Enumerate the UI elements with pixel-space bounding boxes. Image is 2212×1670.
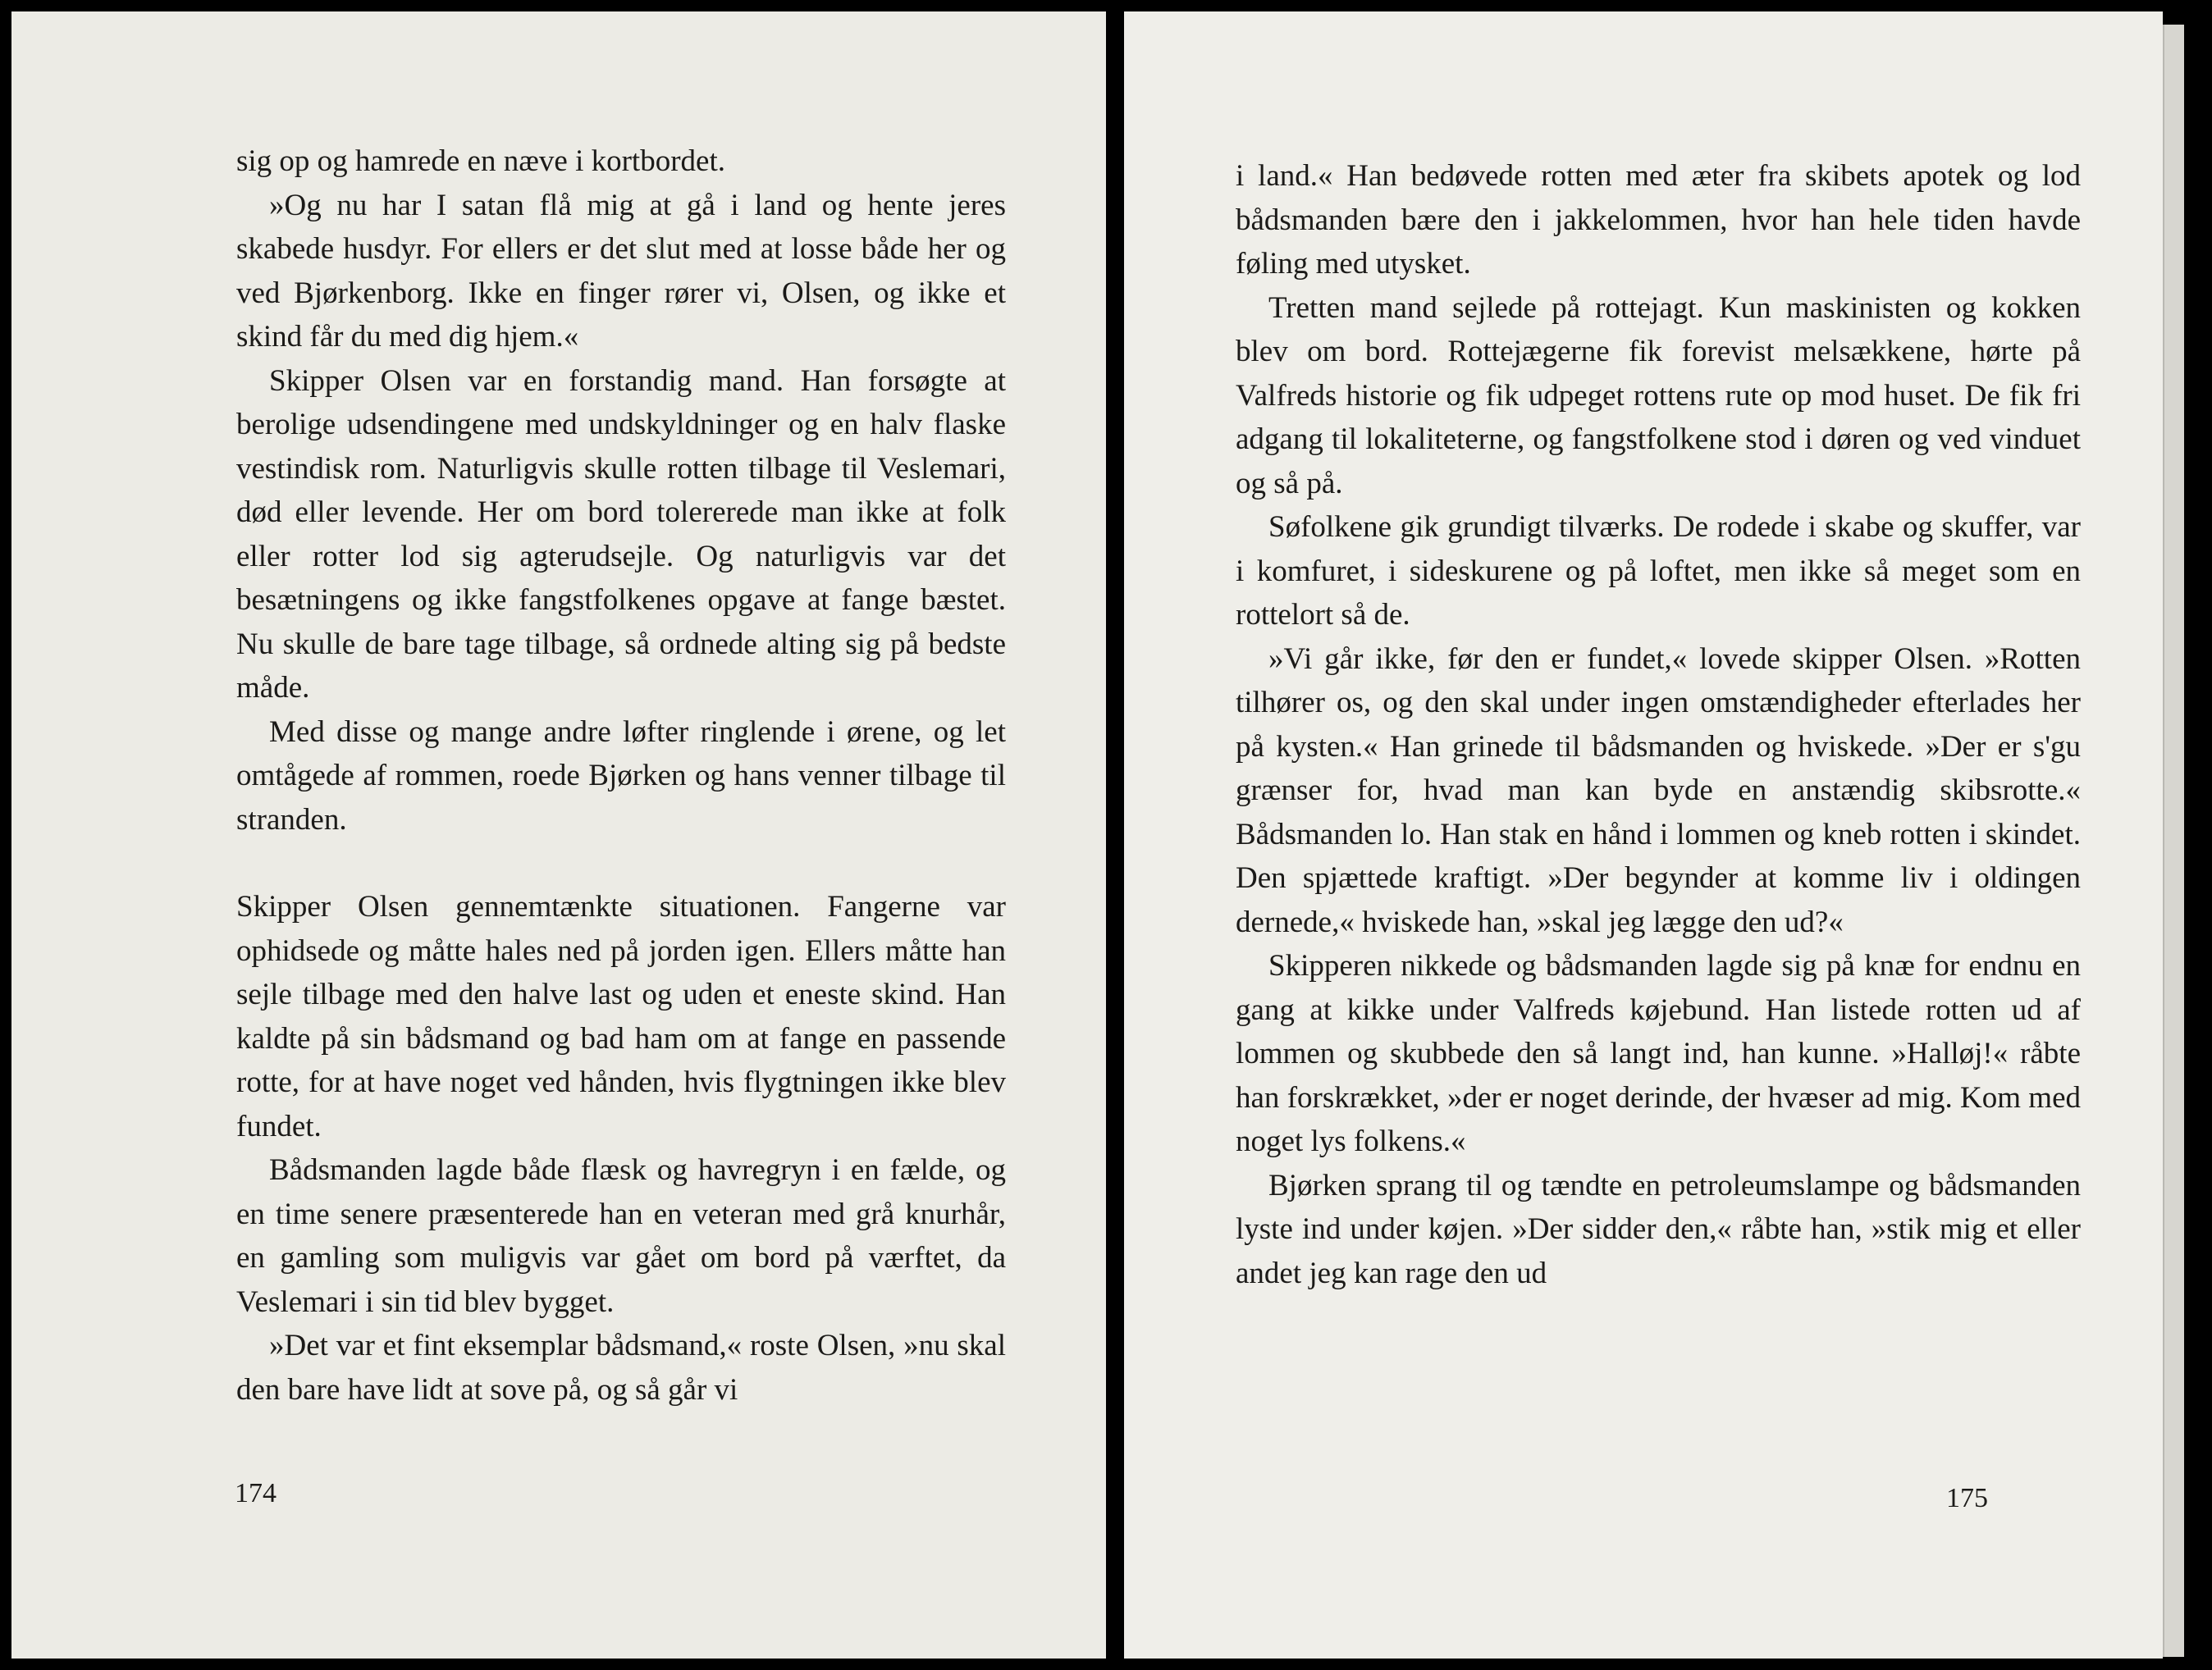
paragraph: »Det var et fint eksemplar bådsmand,« roste Olsen, »nu skal den bare have lidt at sove på, og så går vi: [236, 1329, 1006, 1407]
right-page-text: [1236, 154, 2081, 1295]
paragraph: Med disse og mange andre løfter ringlende i ørene, og let omtågede af rommen, roede Bjørken og hans venner tilbage til stranden.: [236, 714, 1006, 837]
paragraph: »Vi går ikke, før den er fundet,« lovede skipper Olsen. »Rotten tilhører os, og den skal under ingen omstændigheder efterlades her på kysten.« Han grinede til bådsmanden og hviskede. »Der er s'gu grænser for, hvad man kan byde en anstændig skibsrotte.« Bådsmanden lo. Han stak en hånd i lommen og kneb rotten i skindet. Den spjættede kraftigt. »Der begynder at komme liv i oldingen dernede,« hviskede han, »skal jeg lægge den ud?«: [1236, 641, 2081, 939]
left-page: [11, 11, 1106, 1659]
left-page-text: [236, 139, 1006, 1412]
paragraph: i land.« Han bedøvede rotten med æter fra skibets apotek og lod bådsmanden bære den i jakkelommen, hvor han hele tiden havde føling med utysket.: [1236, 159, 2081, 281]
page-edge: [2163, 25, 2184, 1657]
paragraph: »Og nu har I satan flå mig at gå i land og hente jeres skabede husdyr. For ellers er det slut med at losse både her og ved Bjørkenborg. Ikke en finger rører vi, Olsen, og ikke et skind får du med dig hjem.«: [236, 188, 1006, 354]
right-page: [1124, 11, 2163, 1659]
page-number: 174: [235, 1478, 276, 1508]
paragraph: Skipper Olsen gennemtænkte situationen. Fangerne var ophidsede og måtte hales ned på jorden igen. Ellers måtte han sejle tilbage med den halve last og uden et eneste skind. Han kaldte på sin bådsmand og bad ham om at fange en passende rotte, for at have noget ved hånden, hvis flygtningen ikke blev fundet.: [236, 890, 1006, 1143]
paragraph: Skipper Olsen var en forstandig mand. Han forsøgte at berolige udsendingene med undskyldninger og en halv flaske vestindisk rom. Naturligvis skulle rotten tilbage til Veslemari, død eller levende. Her om bord tolererede man ikke at folk eller rotter lod sig agterudsejle. Og naturligvis var det besætningens og ikke fangstfolkenes opgave at fange bæstet. Nu skulle de bare tage tilbage, så ordnede alting sig på bedste måde.: [236, 363, 1006, 705]
paragraph: Tretten mand sejlede på rottejagt. Kun maskinisten og kokken blev om bord. Rottejægerne fik forevist melsækkene, hørte på Valfreds historie og fik udpeget rottens rute op mod huset. De fik fri adgang til lokaliteterne, og fangstfolkene stod i døren og ved vinduet og så på.: [1236, 290, 2081, 500]
paragraph: Søfolkene gik grundigt tilværks. De rodede i skabe og skuffer, var i komfuret, i sideskurene og på loftet, men ikke så meget som en rottelort så de.: [1236, 510, 2081, 632]
paragraph: Skipperen nikkede og bådsmanden lagde sig på knæ for endnu en gang at kikke under Valfreds køjebund. Han listede rotten ud af lommen og skubbede den så langt ind, han kunne. »Halløj!« råbte han forskrækket, »der er noget derinde, der hvæser ad mig. Kom med noget lys folkens.«: [1236, 949, 2081, 1158]
page-number: 175: [1946, 1483, 1988, 1513]
paragraph: sig op og hamrede en næve i kortbordet.: [236, 144, 725, 178]
paragraph: Bådsmanden lagde både flæsk og havregryn i en fælde, og en time senere præsenterede han en veteran med grå knurhår, en gamling som muligvis var gået om bord på værftet, da Veslemari i sin tid blev bygget.: [236, 1153, 1006, 1319]
paragraph: Bjørken sprang til og tændte en petroleumslampe og bådsmanden lyste ind under køjen. »Der sidder den,« råbte han, »stik mig et eller andet jeg kan rage den ud: [1236, 1168, 2081, 1290]
